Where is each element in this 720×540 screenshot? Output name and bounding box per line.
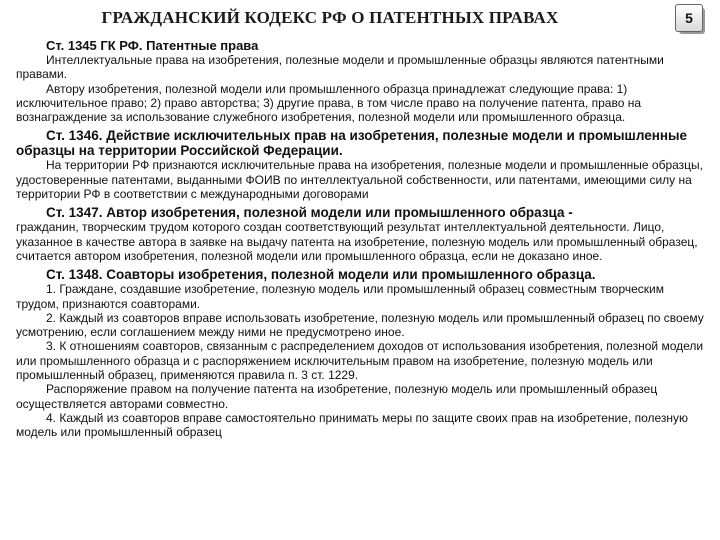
article-1348-paragraph: 3. К отношениям соавторов, связанным с распределением доходов от использования изобретения, полезной модели или промышленного образца и с распоряжением исключительным правом на изобретение, полезную модель или промышленный образец, применяются правила п. 3 ст. 1229. [16, 339, 704, 383]
article-heading-1347: Ст. 1347. Автор изобретения, полезной модели или промышленного образца - [46, 205, 573, 221]
article-heading-1345: Ст. 1345 ГК РФ. Патентные права [46, 38, 259, 53]
article-1346-paragraph: На территории РФ признаются исключительные права на изобретения, полезные модели и промышленные образцы, удостоверенные патентами, выданными ФОИВ по интеллектуальной собственности, или патентами, имеющими силу на территории РФ в соответствии с международными договорами [16, 158, 703, 202]
page-number: 5 [675, 4, 703, 32]
article-1348-paragraph: Распоряжение правом на получение патента на изобретение, полезную модель или промышленный образец осуществляется авторами совместно. [16, 382, 658, 411]
article-1345-paragraph: Интеллектуальные права на изобретения, полезные модели и промышленные образцы являются патентными правами. [16, 53, 664, 82]
article-1347-paragraph: гражданин, творческим трудом которого создан соответствующий результат интеллектуальной деятельности. Лицо, указанное в качестве автора в заявке на выдачу патента на изобретение, полезную модель или промышленный образец, считается автором изобретения, полезной модели или промышленного образца, если не доказано иное. [16, 220, 698, 263]
document-body [16, 38, 706, 440]
article-heading-1346: Ст. 1346. Действие исключительных прав на изобретения, полезные модели и промышленные образцы на территории Российской Федерации. [16, 128, 688, 159]
page-number-badge [675, 4, 709, 38]
article-1345-paragraph: Автору изобретения, полезной модели или промышленного образца принадлежат следующие права: 1) исключительное право; 2) право авторства; 3) другие права, в том числе право на получение патента, право на вознаграждение за использование служебного изобретения, полезной модели или промышленного образца. [16, 81, 642, 125]
article-1348-paragraph: 2. Каждый из соавторов вправе использовать изобретение, полезную модель или промышленный образец по своему усмотрению, если соглашением между ними не предусмотрено иное. [16, 310, 704, 340]
article-1348-paragraph: 4. Каждый из соавторов вправе самостоятельно принимать меры по защите своих прав на изобретение, полезную модель или промышленный образец [16, 410, 689, 440]
article-heading-1348: Ст. 1348. Соавторы изобретения, полезной модели или промышленного образца. [46, 267, 596, 283]
slide-title: ГРАЖДАНСКИЙ КОДЕКС РФ О ПАТЕНТНЫХ ПРАВАХ [101, 8, 559, 27]
article-1348-paragraph: 1. Граждане, создавшие изобретение, полезную модель или промышленный образец совместным творческим трудом, признаются соавторами. [16, 282, 665, 311]
